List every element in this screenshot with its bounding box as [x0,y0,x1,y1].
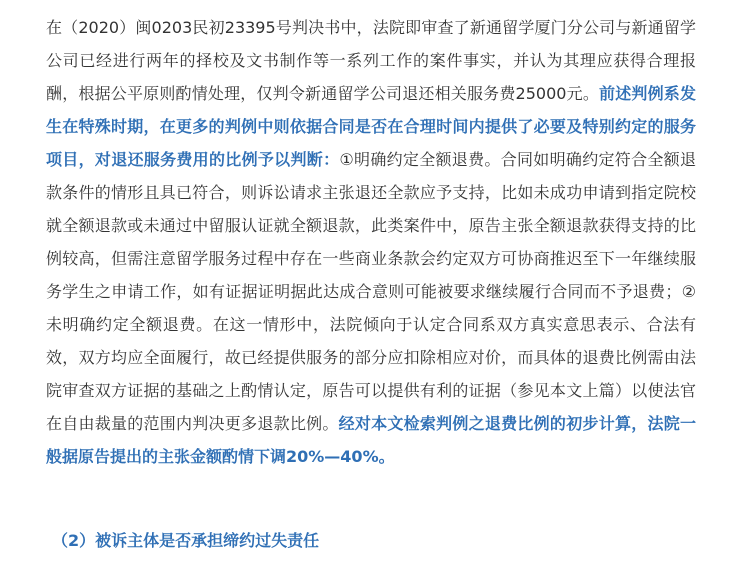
body-paragraph [46,11,696,473]
paragraph-highlight-precedent-basis: 前述判例系发生在特殊时期，在更多的判例中则依据合同是否在合理时间内提供了必要及特别约定的服务项目，对退还服务费用的比例予以判断： [46,84,696,169]
section-subheading: （2）被诉主体是否承担缔约过失责任 [52,531,320,550]
paragraph-highlight-refund-ratio: 经对本文检索判例之退费比例的初步计算，法院一般据原告提出的主张金额酌情下调20%—40%。 [46,414,696,466]
paragraph-text-case-detail: 在（2020）闽0203民初23395号判决书中，法院即审查了新通留学厦门分公司与新通留学公司已经进行两年的择校及文书制作等一系列工作的案件事实，并认为其理应获得合理报酬，根据公平原则酌情处理，仅判令新通留学公司退还相关服务费25000元。 [46,18,696,103]
paragraph-text-refund-scenarios: ①明确约定全额退费。合同如明确约定符合全额退款条件的情形且具已符合，则诉讼请求主张退还全款应予支持，比如未成功申请到指定院校就全额退款或未通过中留服认证就全额退款，此类案件中，原告主张全额退款获得支持的比例较高，但需注意留学服务过程中存在一些商业条款会约定双方可协商推迟至下一年继续服务学生之申请工作，如有证据证明据此达成合意则可能被要求继续履行合同而不予退费；②未明确约定全额退费。在这一情形中，法院倾向于认定合同系双方真实意思表示、合法有效，双方均应全面履行，故已经提供服务的部分应扣除相应对价，而具体的退费比例需由法院审查双方证据的基础之上酌情认定，原告可以提供有利的证据（参见本文上篇）以使法官在自由裁量的范围内判决更多退款比例。 [46,150,696,433]
